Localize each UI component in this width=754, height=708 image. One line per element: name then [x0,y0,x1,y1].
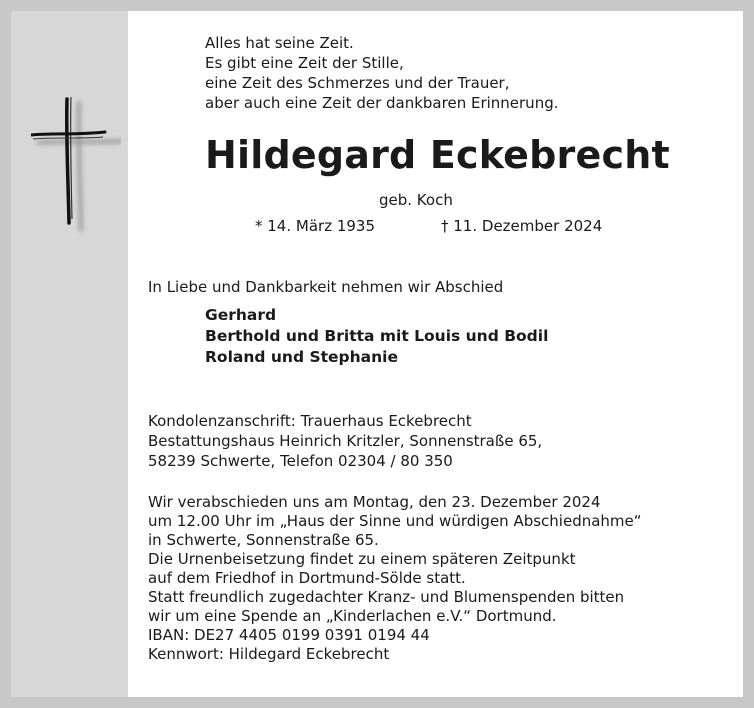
family-member: Roland und Stephanie [205,348,398,366]
condolence-address [148,411,542,471]
poem [205,33,559,113]
service-line: Wir verabschieden uns am Montag, den 23. Dezember 2024 [148,493,601,511]
keyword: Kennwort: Hildegard Eckebrecht [148,645,390,663]
service-line: Statt freundlich zugedachter Kranz- und Blumenspenden bitten [148,588,625,606]
poem-line: Es gibt eine Zeit der Stille, [205,54,404,72]
birth-date: * 14. März 1935 [255,217,376,235]
birth-name: geb. Koch [379,191,453,209]
obituary-card [11,11,743,697]
family-member: Berthold und Britta mit Louis und Bodil [205,327,549,345]
service-details [148,493,642,664]
family-list [205,305,548,368]
death-date: † 11. Dezember 2024 [441,217,603,235]
condolence-line: Kondolenzanschrift: Trauerhaus Eckebrecht [148,412,472,430]
service-line: Die Urnenbeisetzung findet zu einem späteren Zeitpunkt [148,550,576,568]
iban: IBAN: DE27 4405 0199 0391 0194 44 [148,626,430,644]
condolence-line: Bestattungshaus Heinrich Kritzler, Sonnenstraße 65, [148,432,543,450]
condolence-line: 58239 Schwerte, Telefon 02304 / 80 350 [148,452,453,470]
service-line: auf dem Friedhof in Dortmund-Sölde statt. [148,569,466,587]
service-line: in Schwerte, Sonnenstraße 65. [148,531,379,549]
poem-line: Alles hat seine Zeit. [205,34,354,52]
poem-line: aber auch eine Zeit der dankbaren Erinnerung. [205,94,559,112]
service-line: um 12.00 Uhr im „Haus der Sinne und würdigen Abschiednahme“ [148,512,642,530]
family-member: Gerhard [205,306,277,324]
service-line: wir um eine Spende an „Kinderlachen e.V.“ Dortmund. [148,607,557,625]
deceased-name: Hildegard Eckebrecht [205,133,670,177]
poem-line: eine Zeit des Schmerzes und der Trauer, [205,74,510,92]
farewell-text: In Liebe und Dankbarkeit nehmen wir Abschied [148,278,504,296]
